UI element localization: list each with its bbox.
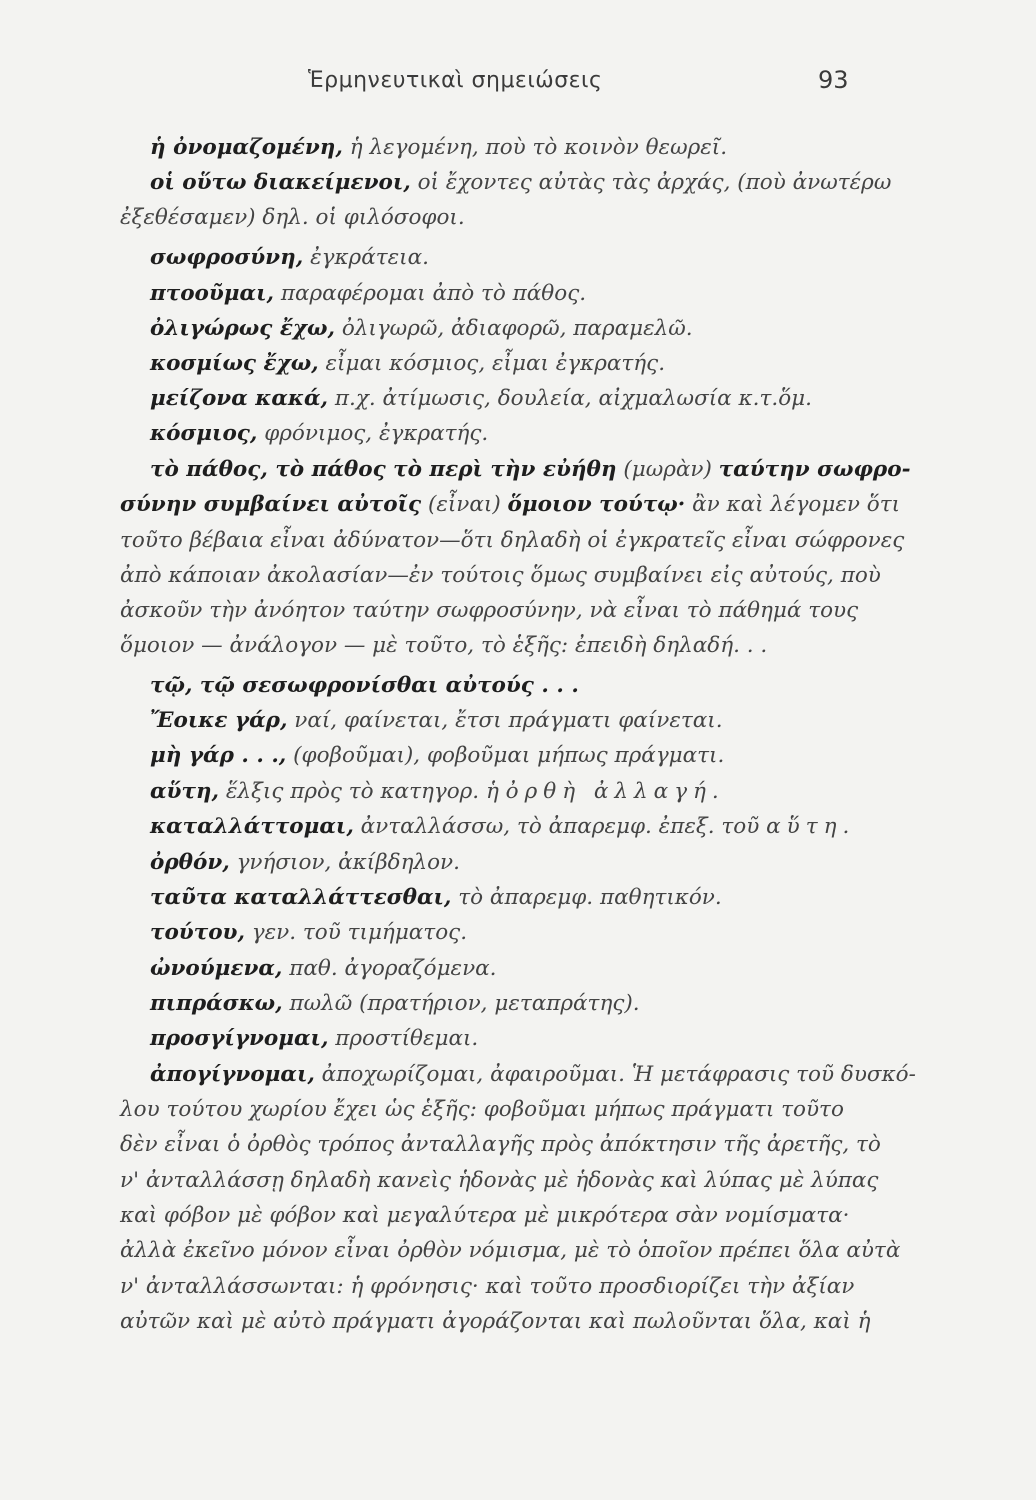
- gloss: γνήσιον, ἀκίβδηλον.: [229, 850, 460, 875]
- text-line: [120, 204, 910, 232]
- gloss: ναί, φαίνεται, ἔτσι πράγματι φαίνεται.: [287, 708, 723, 733]
- text-line: [150, 1025, 910, 1053]
- lemma: μείζονα κακά,: [150, 386, 329, 411]
- text-line: [150, 134, 910, 162]
- lemma: αὕτη,: [150, 779, 220, 804]
- text-line: [120, 1237, 910, 1265]
- running-title: Ἑρμηνευτικαὶ σημειώσεις: [308, 68, 603, 93]
- text-line: [150, 707, 910, 735]
- gloss: τοῦτο βέβαια εἶναι ἀδύνατον—ὅτι δηλαδὴ οἱ ἐγκρατεῖς εἶναι σώφρονες: [120, 528, 905, 553]
- gloss: τὸ ἀπαρεμφ. παθητικόν.: [451, 885, 722, 910]
- gloss: ἡ λεγομένη, ποὺ τὸ κοινὸν θεωρεῖ.: [342, 135, 728, 160]
- gloss: προστίθεμαι.: [328, 1026, 479, 1051]
- gloss: ἀπὸ κάποιαν ἀκολασίαν—ἐν τούτοις ὅμως συμβαίνει εἰς αὐτούς, ποὺ: [120, 563, 881, 588]
- text-line: [120, 597, 910, 625]
- gloss: δὲν εἶναι ὁ ὀρθὸς τρόπος ἀνταλλαγῆς πρὸς ἀπόκτησιν τῆς ἀρετῆς, τὸ: [120, 1132, 881, 1157]
- text-line: [150, 456, 910, 484]
- lemma: σύνην συμβαίνει αὐτοῖς: [120, 492, 422, 517]
- gloss: ὀλιγωρῶ, ἀδιαφορῶ, παραμελῶ.: [335, 316, 693, 341]
- text-line: [150, 420, 910, 448]
- lemma: προσγίγνομαι,: [150, 1026, 329, 1051]
- gloss: (μωρὰν): [616, 457, 719, 482]
- gloss: ἀσκοῦν τὴν ἀνόητον ταύτην σωφροσύνην, νὰ εἶναι τὸ πάθημά τους: [120, 598, 859, 623]
- lemma: πτοοῦμαι,: [150, 281, 274, 306]
- lemma: τὸ πάθος, τὸ πάθος τὸ περὶ τὴν εὐήθη: [150, 457, 617, 482]
- text-line: [150, 849, 910, 877]
- text-line: [120, 491, 910, 519]
- gloss: (εἶναι): [421, 492, 508, 517]
- text-line: [150, 778, 910, 806]
- text-line: [150, 813, 910, 841]
- text-line: [150, 672, 910, 700]
- text-line: [120, 1167, 910, 1195]
- gloss: οἱ ἔχοντες αὐτὰς τὰς ἀρχάς, (ποὺ ἀνωτέρω: [410, 170, 892, 195]
- text-line: [120, 1308, 910, 1336]
- gloss: ἐξεθέσαμεν) δηλ. οἱ φιλόσοφοι.: [120, 205, 465, 230]
- text-line: [150, 955, 910, 983]
- text-line: [150, 169, 910, 197]
- lemma: ταῦτα καταλλάττεσθαι,: [150, 885, 452, 910]
- page-number: 93: [818, 66, 849, 94]
- text-line: [150, 244, 910, 272]
- text-line: [150, 1061, 916, 1089]
- text-line: [120, 527, 910, 555]
- gloss: ἕλξις πρὸς τὸ κατηγορ. ἡ: [219, 779, 506, 804]
- text-line: [120, 1096, 910, 1124]
- text-line: [150, 742, 910, 770]
- gloss: γεν. τοῦ τιμήματος.: [244, 920, 468, 945]
- lemma: καταλλάττομαι,: [150, 814, 354, 839]
- lemma: οἱ οὕτω διακείμενοι,: [150, 170, 411, 195]
- gloss: ἀλλὰ ἐκεῖνο μόνον εἶναι ὀρθὸν νόμισμα, μὲ τὸ ὁποῖον πρέπει ὅλα αὐτὰ: [120, 1238, 901, 1263]
- gloss: ἀνταλλάσσω, τὸ ἀπαρεμφ. ἐπεξ. τοῦ: [353, 814, 767, 839]
- gloss: πωλῶ (πρατήριον, μεταπράτης).: [282, 991, 640, 1016]
- gloss: αὐτῶν καὶ μὲ αὐτὸ πράγματι ἀγοράζονται καὶ πωλοῦνται ὅλα, καὶ ἡ: [120, 1309, 871, 1334]
- gloss: φρόνιμος, ἐγκρατής.: [257, 421, 489, 446]
- gloss: παραφέρομαι ἀπὸ τὸ πάθος.: [273, 281, 587, 306]
- lemma: ὀρθόν,: [150, 850, 230, 875]
- gloss: π.χ. ἀτίμωσις, δουλεία, αἰχμαλωσία κ.τ.ὅμ.: [328, 386, 812, 411]
- text-line: [120, 632, 910, 660]
- lemma: πιπράσκω,: [150, 991, 283, 1016]
- text-line: [150, 280, 910, 308]
- lemma: ἀπογίγνομαι,: [150, 1062, 315, 1087]
- lemma: κόσμιος,: [150, 421, 258, 446]
- gloss: ν' ἀνταλλάσσῃ δηλαδὴ κανεὶς ἡδονὰς μὲ ἡδονὰς καὶ λύπας μὲ λύπας: [120, 1168, 879, 1193]
- lemma: τῷ, τῷ σεσωφρονίσθαι αὐτούς . . .: [150, 673, 579, 698]
- text-line: [150, 315, 910, 343]
- text-line: [120, 1273, 910, 1301]
- gloss: λου τούτου χωρίου ἔχει ὡς ἑξῆς: φοβοῦμαι μήπως πράγματι τοῦτο: [120, 1097, 844, 1122]
- lemma: ὅμοιον τούτῳ·: [507, 492, 686, 517]
- text-line: [150, 884, 910, 912]
- gloss: εἶμαι κόσμιος, εἶμαι ἐγκρατής.: [318, 351, 666, 376]
- lemma: Ἔοικε γάρ,: [150, 708, 288, 733]
- lemma: ὀλιγώρως ἔχω,: [150, 316, 335, 341]
- text-line: [150, 919, 910, 947]
- text-line: [120, 562, 910, 590]
- text-line: [150, 350, 910, 378]
- gloss: ἐγκράτεια.: [303, 245, 429, 270]
- text-line: [120, 1131, 910, 1159]
- lemma: σωφροσύνη,: [150, 245, 304, 270]
- lemma: μὴ γάρ . . .,: [150, 743, 287, 768]
- gloss: ἂν καὶ λέγομεν ὅτι: [685, 492, 901, 517]
- lemma: ἡ ὀνομαζομένη,: [150, 135, 343, 160]
- lemma: ὠνούμενα,: [150, 956, 283, 981]
- gloss: ἀποχωρίζομαι, ἀφαιροῦμαι. Ἡ μετάφρασις τοῦ δυσκό-: [314, 1062, 916, 1087]
- gloss-spaced: ὀρθὴ ἀλλαγή.: [505, 779, 725, 804]
- text-line: [150, 990, 910, 1018]
- lemma: κοσμίως ἔχω,: [150, 351, 319, 376]
- lemma: τούτου,: [150, 920, 245, 945]
- text-line: [150, 385, 910, 413]
- gloss: (φοβοῦμαι), φοβοῦμαι μήπως πράγματι.: [286, 743, 725, 768]
- gloss: ν' ἀνταλλάσσωνται: ἡ φρόνησις· καὶ τοῦτο προσδιορίζει τὴν ἀξίαν: [120, 1274, 855, 1299]
- gloss: ὅμοιον — ἀνάλογον — μὲ τοῦτο, τὸ ἑξῆς: ἐπειδὴ δηλαδή. . .: [120, 633, 768, 658]
- text-line: [120, 1202, 910, 1230]
- gloss: καὶ φόβον μὲ φόβον καὶ μεγαλύτερα μὲ μικρότερα σὰν νομίσματα·: [120, 1203, 850, 1228]
- lemma: ταύτην σωφρο-: [718, 457, 911, 482]
- gloss-spaced: αὕτη.: [766, 814, 856, 839]
- gloss: παθ. ἀγοραζόμενα.: [282, 956, 497, 981]
